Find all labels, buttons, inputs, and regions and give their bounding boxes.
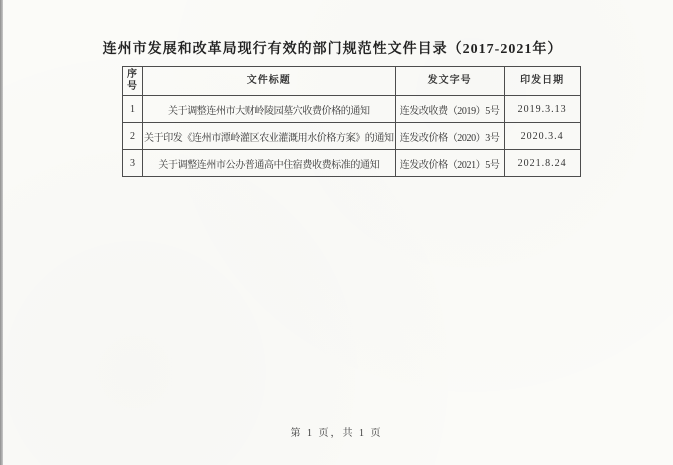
document-title: 连州市发展和改革局现行有效的部门规范性文件目录（2017-2021年） (102, 42, 563, 57)
row-number: 3 (123, 150, 143, 177)
doc-number: 连发改价格（2021）5号 (395, 150, 504, 177)
column-header-issue-date: 印发日期 (504, 67, 580, 96)
file-title: 关于调整连州市公办普通高中住宿费收费标准的通知 (143, 150, 396, 177)
column-header-file-title: 文件标题 (143, 67, 396, 96)
file-title: 关于印发《连州市潭岭灌区农业灌溉用水价格方案》的通知 (143, 123, 396, 150)
issue-date: 2019.3.13 (504, 96, 580, 123)
regulatory-files-table (122, 66, 581, 177)
table-header-row (123, 67, 581, 96)
issue-date: 2020.3.4 (504, 123, 580, 150)
doc-number: 连发改价格（2020）3号 (395, 123, 504, 150)
table-row (123, 123, 581, 150)
row-number: 2 (123, 123, 143, 150)
column-header-number: 序号 (123, 67, 143, 96)
row-number: 1 (123, 96, 143, 123)
page-number-footer: 第 1 页，共 1 页 (290, 428, 383, 439)
table-row (123, 96, 581, 123)
column-header-doc-number: 发文字号 (395, 67, 504, 96)
scan-page-edge (0, 0, 3, 465)
issue-date: 2021.8.24 (504, 150, 580, 177)
file-title: 关于调整连州市大财岭陵园墓穴收费价格的通知 (143, 96, 396, 123)
doc-number: 连发改收费（2019）5号 (395, 96, 504, 123)
table-row (123, 150, 581, 177)
